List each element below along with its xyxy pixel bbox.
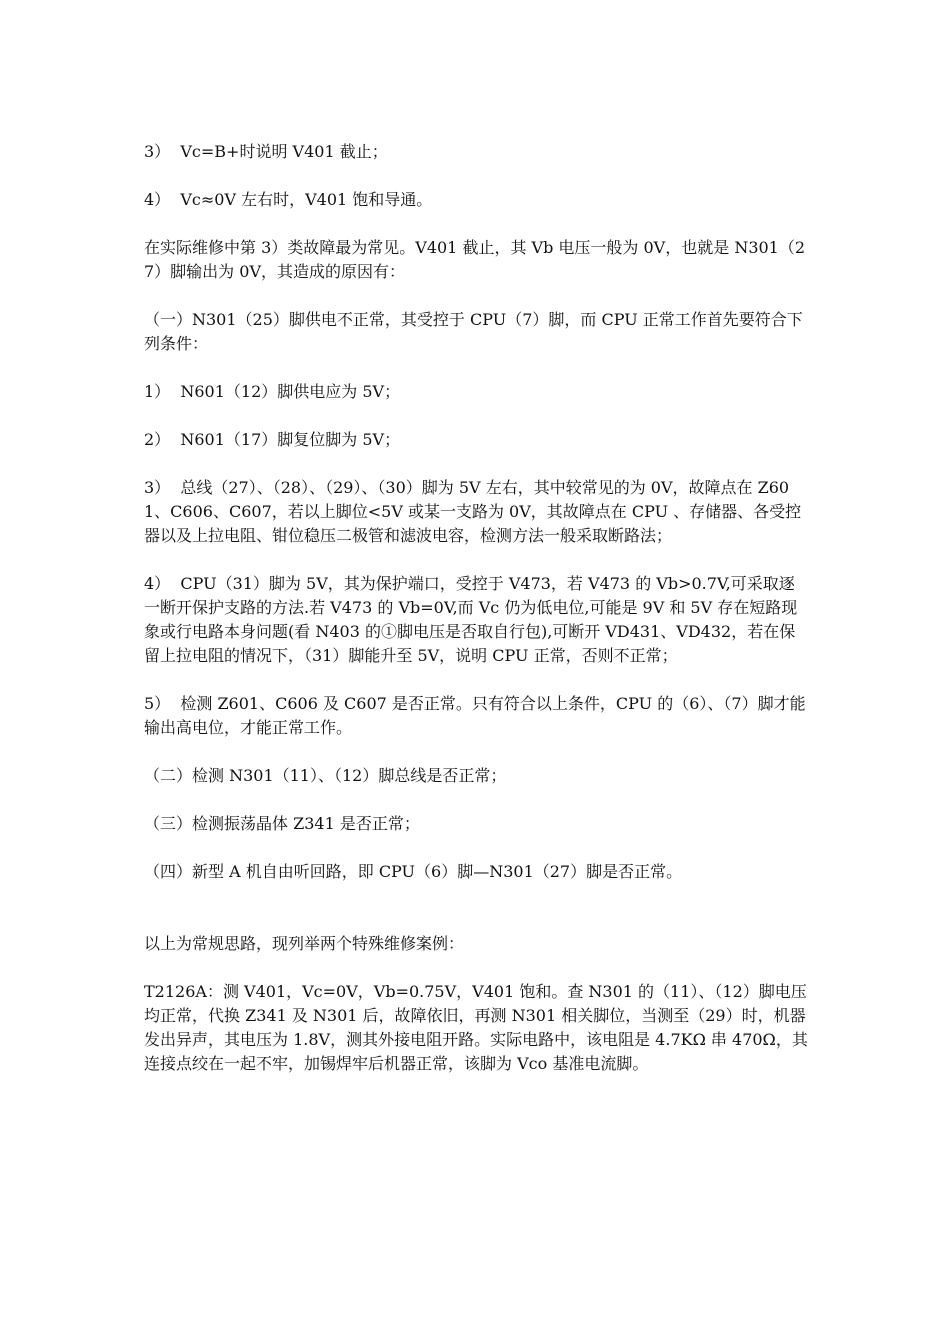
paragraph-common-fault: 在实际维修中第 3）类故障最为常见。V401 截止，其 Vb 电压一般为 0V，也就是 N301（27）脚输出为 0V，其造成的原因有： <box>144 238 806 281</box>
document-page <box>144 140 809 1100</box>
paragraph-item-2: 2） N601（17）脚复位脚为 5V； <box>144 430 401 449</box>
paragraph-section-1: （一）N301（25）脚供电不正常，其受控于 CPU（7）脚，而 CPU 正常工作首先要符合下列条件： <box>144 310 803 353</box>
paragraph-item-5: 5） 检测 Z601、C606 及 C607 是否正常。只有符合以上条件，CPU 的（6）、（7）脚才能输出高电位，才能正常工作。 <box>144 694 806 737</box>
paragraph-item-1: 1） N601（12）脚供电应为 5V； <box>144 382 401 401</box>
paragraph-item-3: 3） 总线（27）、（28）、（29）、（30）脚为 5V 左右，其中较常见的为 0V，故障点在 Z601、C606、C607，若以上脚位<5V 或某一支路为 0V，其故障点在 CPU 、存储器、各受控器以及上拉电阻、钳位稳压二极管和滤波电容，检测方法一般采取断路法； <box>144 478 802 545</box>
paragraph-case-intro: 以上为常规思路，现列举两个特殊维修案例： <box>144 934 465 953</box>
paragraph-condition-3: 3） Vc=B+时说明 V401 截止； <box>144 142 388 161</box>
paragraph-case-t2126a: T2126A：测 V401，Vc=0V，Vb=0.75V，V401 饱和。查 N301 的（11）、（12）脚电压均正常，代换 Z341 及 N301 后，故障依旧，再测 N301 相关脚位，当测至（29）时，机器发出异声，其电压为 1.8V，测其外接电阻开路。实际电路中，该电阻是 4.7KΩ 串 470Ω，其连接点绞在一起不牢，加锡焊牢后机器正常，该脚为 Vco 基准电流脚。 <box>144 982 808 1073</box>
paragraph-item-4: 4） CPU（31）脚为 5V，其为保护端口，受控于 V473，若 V473 的 Vb>0.7V,可采取逐一断开保护支路的方法.若 V473 的 Vb=0V,而 Vc 仍为低电位,可能是 9V 和 5V 存在短路现象或行电路本身问题(看 N403 的①脚电压是否取自行包),可断开 VD431、VD432，若在保留上拉电阻的情况下，（31）脚能升至 5V，说明 CPU 正常，否则不正常； <box>144 574 798 665</box>
paragraph-condition-4: 4） Vc≈0V 左右时，V401 饱和导通。 <box>144 190 433 209</box>
paragraph-section-4: （四）新型 A 机自由听回路，即 CPU（6）脚—N301（27）脚是否正常。 <box>144 862 683 881</box>
paragraph-section-3: （三）检测振荡晶体 Z341 是否正常； <box>144 814 420 833</box>
paragraph-section-2: （二）检测 N301（11）、（12）脚总线是否正常； <box>144 766 507 785</box>
